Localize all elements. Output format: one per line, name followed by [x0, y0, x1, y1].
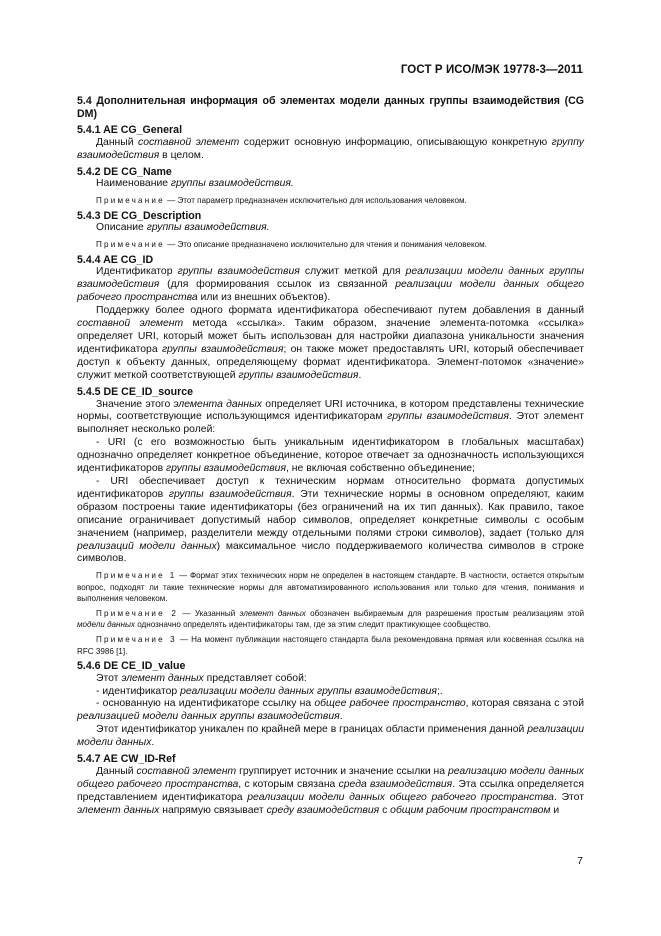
paragraph: Данный составной элемент группирует источник и значение ссылки на реализацию модели данных общего рабочего пространства, с которым связана среда взаимодействия. Эта ссылка определяется представлением идентификатора реализации модели данных общего рабочего пространства. Этот элемент данных напрямую связывает среду взаимодействия с общим рабочим пространством и	[77, 765, 585, 816]
page-body	[77, 92, 584, 818]
heading-5-4-6: 5.4.6 DE CE_ID_value	[77, 659, 186, 672]
heading-5-4-3: 5.4.3 DE CG_Description	[77, 209, 202, 222]
list-item: - идентификатор реализации модели данных группы взаимодействия;.	[96, 685, 443, 697]
list-item: - URI обеспечивает доступ к техническим нормам относительно формата допустимых идентификаторов группы взаимодействия. Эти технические нормы в основном определяют, каким образом построены такие идентификаторы (без ограничений на их тип данных). Как правило, такое описание ограничивает допустимый набор символов, определяет конкретные символы с особым значением (например, разделители между отдельными полями строки символов), задает (только для реализаций модели данных) максимальное число поддерживаемого количества символов в строке символов.	[77, 475, 585, 565]
paragraph: Этот элемент данных представляет собой:	[96, 672, 307, 684]
list-item: - основанную на идентификаторе ссылку на общее рабочее пространство, которая связана с этой реализацией модели данных группы взаимодействия.	[77, 698, 584, 723]
paragraph: Этот идентификатор уникален по крайней мере в границах области применения данной реализации модели данных.	[77, 724, 584, 749]
document-header: ГОСТ Р ИСО/МЭК 19778-3—2011	[400, 64, 583, 76]
note: Примечание — Этот параметр предназначен исключительно для использования человеком.	[96, 196, 467, 206]
paragraph: Описание группы взаимодействия.	[96, 222, 270, 234]
heading-5-4-7: 5.4.7 AE CW_ID-Ref	[77, 753, 176, 766]
paragraph: Идентификатор группы взаимодействия служит меткой для реализации модели данных группы взаимодействия (для формирования ссылок из связанной реализации модели данных общего рабочего пространства или из внешних объектов).	[77, 266, 584, 304]
heading-5-4-4: 5.4.4 AE CG_ID	[77, 253, 154, 266]
paragraph: Наименование группы взаимодействия.	[96, 178, 294, 190]
page-number: 7	[577, 855, 583, 867]
note: Примечание — Это описание предназначено исключительно для чтения и понимания человеком.	[96, 240, 487, 250]
paragraph: Значение этого элемента данных определяет URI источника, в котором представлены технические нормы, соответствующие использующимся идентификаторам группы взаимодействия. Этот элемент выполняет несколько ролей:	[77, 398, 584, 436]
paragraph: Поддержку более одного формата идентификатора обеспечивают путем добавления в данный составной элемент метода «ссылка». Таким образом, значение элемента-потомка «ссылка» определяет URI, который может быть использован для настройки диапазона уникальности значения идентификатора группы взаимодействия; он также может предоставлять URI, который обеспечивает доступ к объекту данных, определяющему формат идентификатора. Элемент-потомок «значение» служит меткой соответствующей группы взаимодействия.	[77, 305, 584, 381]
note: Примечание 2 — Указанный элемент данных обозначен выбираемым для разрешения простым реализациям этой модели данных однозначно определять идентификаторы там, где за этим следит практикующее сообщество.	[77, 608, 584, 630]
heading-5-4-1: 5.4.1 AE CG_General	[77, 123, 183, 136]
list-item: - URI (с его возможностью быть уникальным идентификатором в глобальных масштабах) однозначно определяет конкретное объединение, которое отвечает за однозначность использующихся идентификаторов группы взаимодействия, не включая собственно объединение;	[77, 437, 584, 475]
paragraph: Данный составной элемент содержит основную информацию, описывающую конкретную группу взаимодействия в целом.	[77, 136, 584, 161]
heading-5-4-2: 5.4.2 DE CG_Name	[77, 165, 172, 178]
section-title: 5.4 Дополнительная информация об элементах модели данных группы взаимодействия (CG DM)	[77, 95, 584, 120]
heading-5-4-5: 5.4.5 DE CE_ID_source	[77, 385, 193, 398]
note: Примечание 3 — На момент публикации настоящего стандарта была рекомендована прямая или косвенная ссылка на RFC 3986 [1].	[77, 635, 585, 656]
note: Примечание 1 — Формат этих технических норм не определен в настоящем стандарте. В частности, остается открытым вопрос, подходят ли такие технические нормы для автоматизированного использования или только для чтения, понимания и выполнения человеком.	[77, 571, 585, 603]
